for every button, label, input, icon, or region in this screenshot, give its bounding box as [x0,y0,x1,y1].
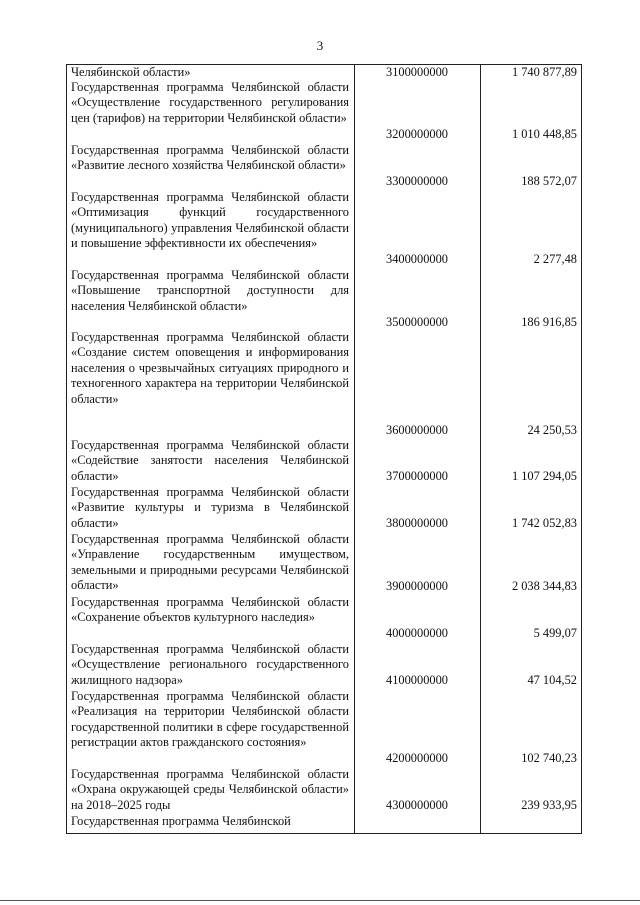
program-description: Государственная программа Челябинской области «Управление государственным имуществом, земельными и природными ресурсами Челябинской области» [71,532,349,593]
program-amount: 1 107 294,05 [511,469,577,483]
program-amount: 5 499,07 [533,626,577,640]
program-amount: 102 740,23 [521,751,577,765]
program-code: 3500000000 [386,315,448,329]
budget-table [66,64,582,834]
program-description: Государственная программа Челябинской области «Охрана окружающей среды Челябинской области» на 2018–2025 годы [71,767,349,812]
program-description: Государственная программа Челябинской области «Развитие культуры и туризма в Челябинской области» [71,485,349,530]
program-amount: 2 277,48 [533,252,577,266]
program-code: 3800000000 [386,516,448,530]
program-code: 4200000000 [386,751,448,765]
page-number: 3 [316,38,324,53]
program-code: 4100000000 [386,673,448,687]
program-code: 3300000000 [386,174,448,188]
program-description: Государственная программа Челябинской [71,814,291,828]
program-amount: 239 933,95 [521,798,577,812]
program-code: 4000000000 [386,626,448,640]
program-description: Государственная программа Челябинской области «Сохранение объектов культурного наследия» [71,595,349,625]
program-amount: 2 038 344,83 [511,579,577,593]
program-amount: 47 104,52 [527,673,577,687]
program-amount: 188 572,07 [521,174,577,188]
program-code: 3200000000 [386,127,448,141]
program-code: 3100000000 [386,65,448,79]
program-amount: 1 740 877,89 [511,65,577,79]
program-amount: 24 250,53 [527,423,577,437]
program-description: Государственная программа Челябинской области «Содействие занятости населения Челябинской области» [71,438,349,483]
program-code: 3700000000 [386,469,448,483]
program-description: Государственная программа Челябинской области «Создание систем оповещения и информирования населения о чрезвычайных ситуациях природного и техногенного характера на территории Челябинской области» [71,330,349,406]
program-code: 3600000000 [386,423,448,437]
program-code: 4300000000 [386,798,448,812]
program-amount: 1 010 448,85 [511,127,577,141]
program-description: Государственная программа Челябинской области «Осуществление государственного регулирования цен (тарифов) на территории Челябинской области» [71,80,349,125]
program-description: Челябинской области» [71,65,191,79]
program-description: Государственная программа Челябинской области «Развитие лесного хозяйства Челябинской области» [71,143,349,173]
page-edge-line [0,900,640,901]
program-code: 3400000000 [386,252,448,266]
program-amount: 1 742 052,83 [511,516,577,530]
program-description: Государственная программа Челябинской области «Повышение транспортной доступности для населения Челябинской области» [71,268,349,313]
program-amount: 186 916,85 [521,315,577,329]
program-description: Государственная программа Челябинской области «Реализация на территории Челябинской области государственной политики в сфере государственной регистрации актов гражданского состояния» [71,689,349,750]
program-description: Государственная программа Челябинской области «Оптимизация функций государственного (муниципального) управления Челябинской области и повышение эффективности их обеспечения» [71,190,349,251]
program-code: 3900000000 [386,579,448,593]
program-description: Государственная программа Челябинской области «Осуществление регионального государственного жилищного надзора» [71,642,349,687]
